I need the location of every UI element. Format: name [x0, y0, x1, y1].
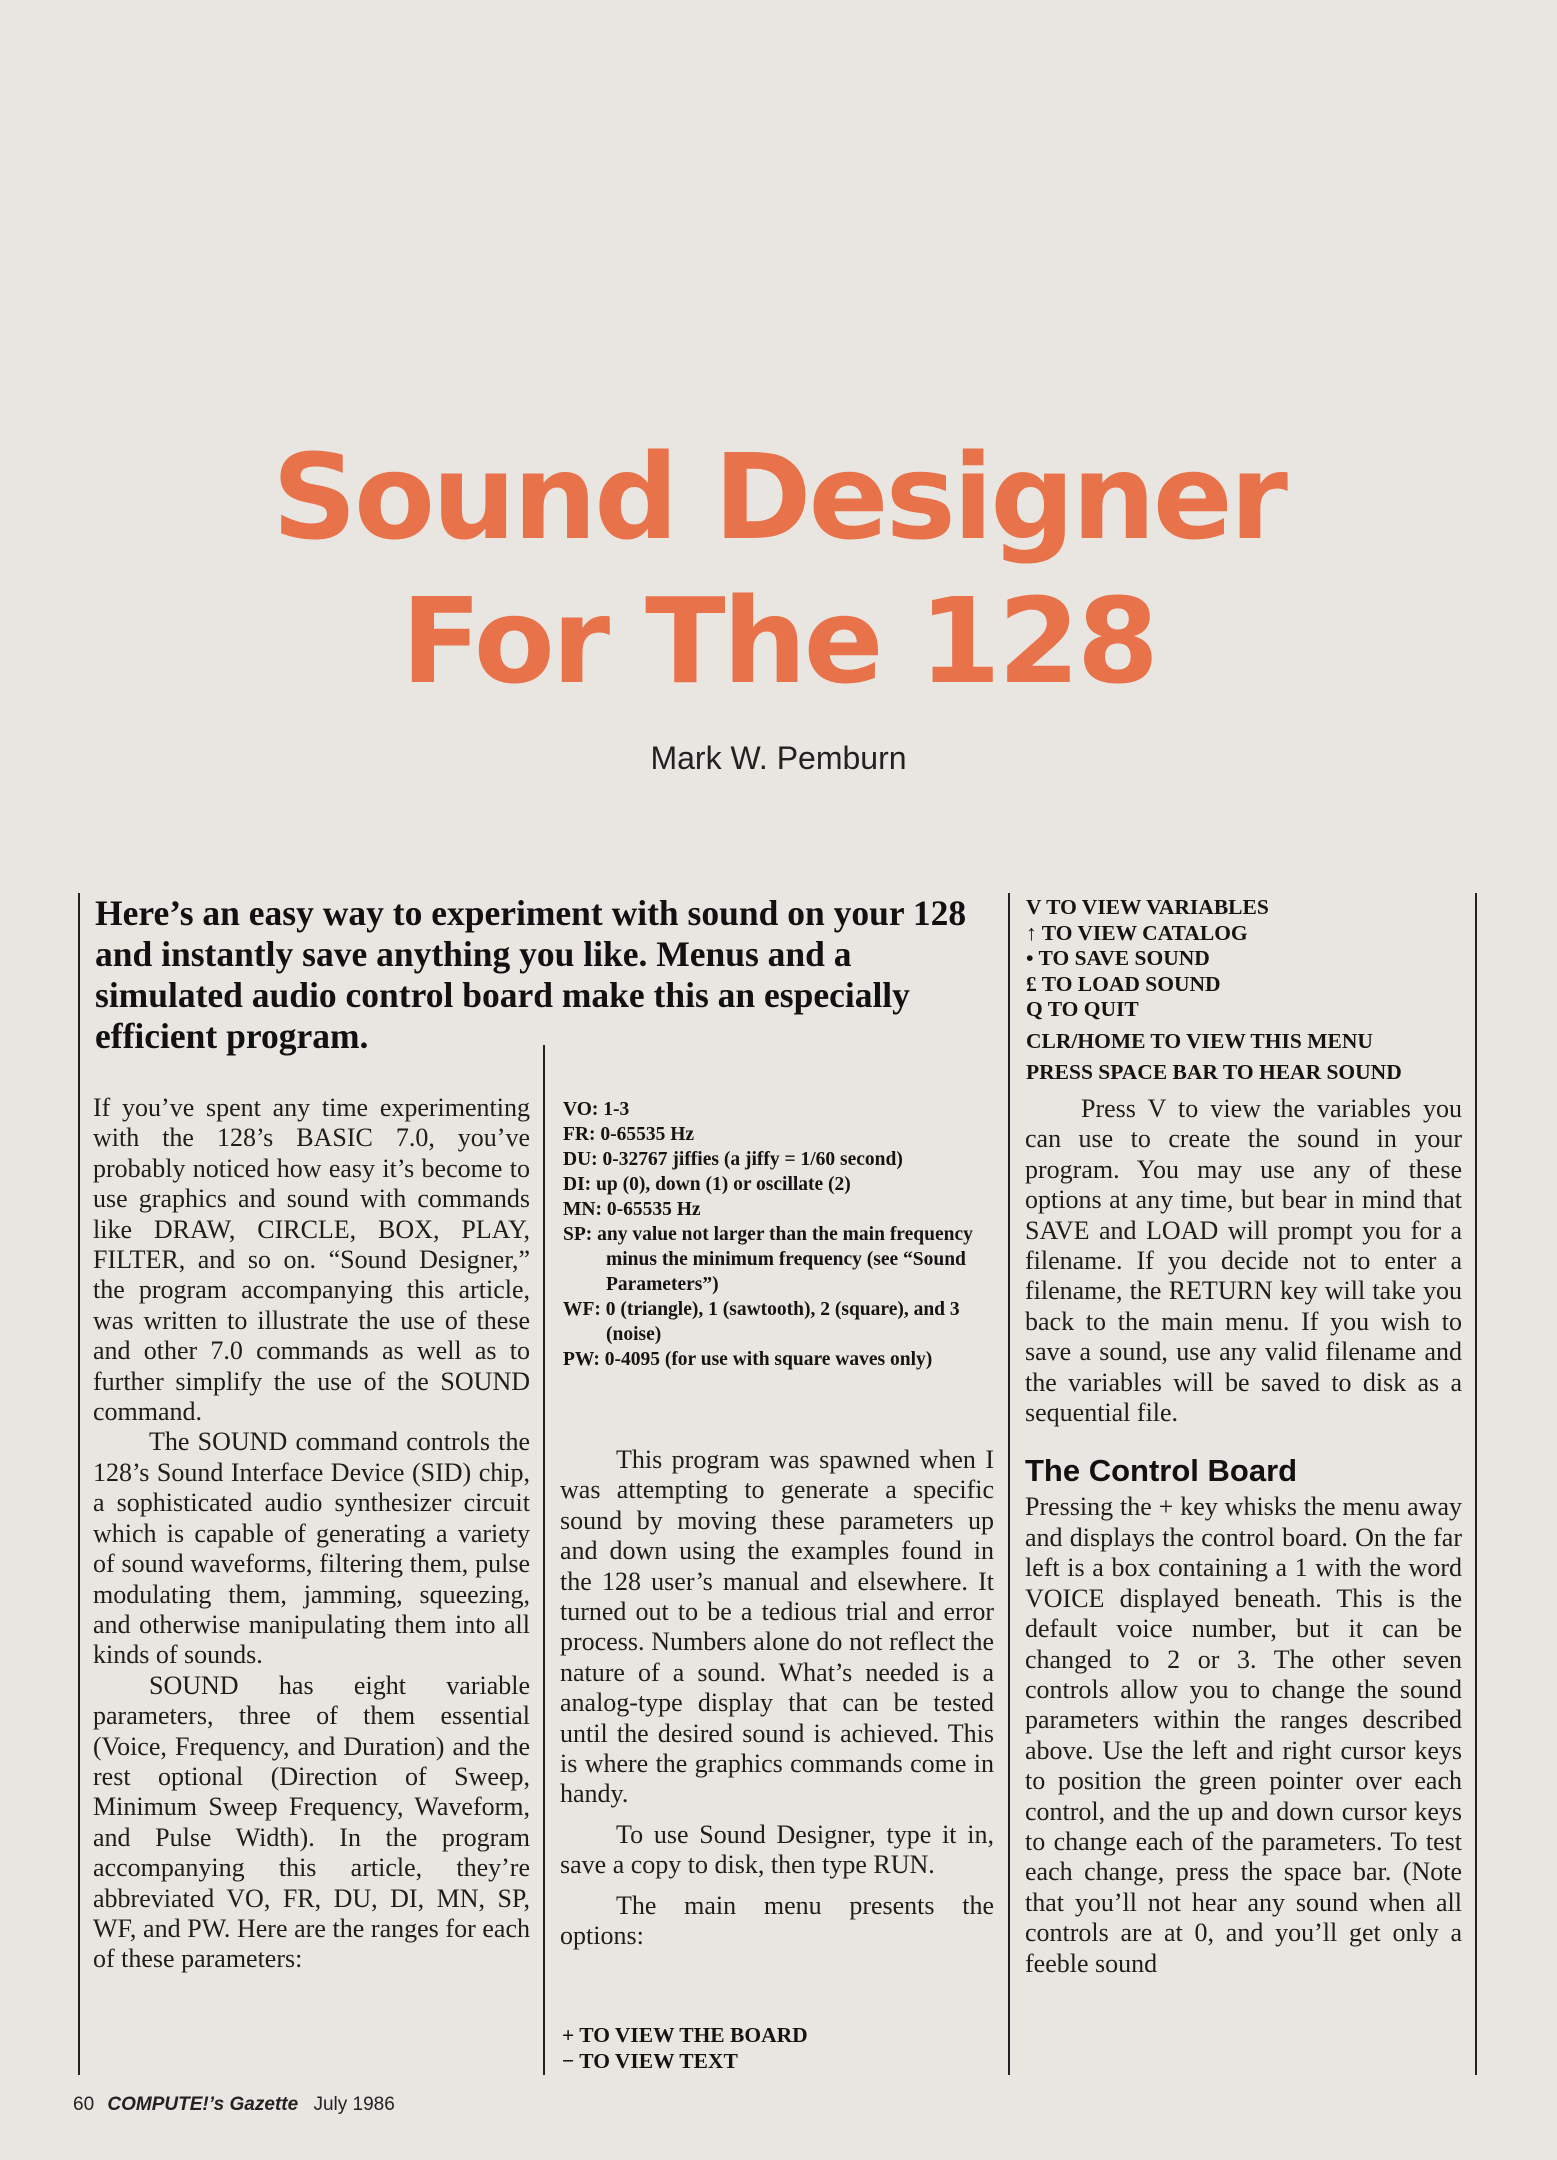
- parameter-list: [563, 1097, 995, 1372]
- page-number: 60: [73, 2094, 95, 2115]
- column-3: [1025, 1094, 1462, 1979]
- parameter-item: PW: 0-4095 (for use with square waves only): [563, 1349, 933, 1370]
- menu-item: − TO VIEW TEXT: [562, 2048, 738, 2073]
- menu-item: + TO VIEW THE BOARD: [562, 2023, 808, 2047]
- title-line-2: For The 128: [400, 572, 1157, 710]
- left-rule: [78, 893, 80, 2075]
- section-heading: The Control Board: [1025, 1453, 1298, 1489]
- right-rule: [1475, 893, 1477, 2075]
- center-rule: [543, 1045, 545, 2075]
- body-paragraph: This program was spawned when I was attempting to generate a specific sound by moving these parameters up and down using the examples found in the 128 user’s manual and elsewhere. It turned out to be a tedious trial and error process. Numbers alone do not reflect the nature of a sound. What’s needed is a analog-type display that can be tested until the desired sound is achieved. This is where the graphics commands come in handy.: [560, 1445, 994, 1809]
- parameter-item: DU: 0-32767 jiffies (a jiffy = 1/60 second): [563, 1149, 903, 1170]
- body-paragraph: Pressing the + key whisks the menu away and displays the control board. On the far left is a box containing a 1 with the word VOICE displayed beneath. This is the default voice number, but it can be changed to 2 or 3. The other seven controls allow you to change the sound parameters within the ranges described above. Use the left and right cursor keys to position the green pointer over each control, and the up and down cursor keys to change each of the parameters. To test each change, press the space bar. (Note that you’ll not hear any sound when all controls are at 0, and you’ll get only a feeble sound: [1025, 1492, 1462, 1978]
- menu-item: • TO SAVE SOUND: [1026, 946, 1210, 970]
- author-byline: Mark W. Pemburn: [650, 740, 907, 776]
- parameter-item: FR: 0-65535 Hz: [563, 1124, 695, 1145]
- column-1: [93, 1093, 530, 1975]
- title-line-1: Sound Designer: [272, 428, 1285, 566]
- parameter-item: WF: 0 (triangle), 1 (sawtooth), 2 (square), and 3 (noise): [563, 1299, 960, 1345]
- body-paragraph: Press V to view the variables you can use to create the sound in your program. You may use any of these options at any time, but bear in mind that SAVE and LOAD will prompt you for a filename. If you decide not to enter a filename, the RETURN key will take you back to the main menu. If you wish to save a sound, use any valid filename and the variables will be saved to disk as a sequential file.: [1025, 1094, 1462, 1428]
- body-paragraph: SOUND has eight variable parameters, three of them essential (Voice, Frequency, and Duration) and the rest optional (Direction of Sweep, Minimum Sweep Frequency, Waveform, and Pulse Width). In the program accompanying this article, they’re abbreviated VO, FR, DU, DI, MN, SP, WF, and PW. Here are the ranges for each of these parameters:: [93, 1670, 530, 1974]
- menu-item: CLR/HOME TO VIEW THIS MENU: [1026, 1028, 1373, 1053]
- body-paragraph: If you’ve spent any time experimenting with the 128’s BASIC 7.0, you’ve probably noticed how easy it’s become to use graphics and sound with commands like DRAW, CIRCLE, BOX, PLAY, FILTER, and so on. “Sound Designer,” the program accompanying this article, was written to illustrate the use of these and other 7.0 commands as well as to further simplify the use of the SOUND command.: [93, 1093, 530, 1427]
- menu-item: ↑ TO VIEW CATALOG: [1026, 920, 1248, 945]
- column-2: [560, 1445, 994, 1952]
- issue-date: July 1986: [313, 2094, 395, 2115]
- body-paragraph: The main menu presents the options:: [560, 1890, 994, 1951]
- parameter-item: DI: up (0), down (1) or oscillate (2): [563, 1174, 851, 1195]
- page-footer: [73, 2094, 395, 2116]
- menu-item: PRESS SPACE BAR TO HEAR SOUND: [1026, 1060, 1402, 1084]
- menu-item: V TO VIEW VARIABLES: [1026, 895, 1269, 919]
- menu-options-continued: [1026, 895, 1402, 1086]
- article-title: [0, 425, 1557, 713]
- menu-item: Q TO QUIT: [1026, 997, 1139, 1021]
- right-center-rule: [1008, 893, 1010, 2075]
- parameter-item: SP: any value not larger than the main frequency minus the minimum frequency (see “Sound Parameters”): [563, 1224, 973, 1295]
- menu-item: £ TO LOAD SOUND: [1026, 971, 1221, 996]
- menu-options-start: [562, 2023, 808, 2074]
- parameter-item: MN: 0-65535 Hz: [563, 1199, 701, 1220]
- intro-deck: Here’s an easy way to experiment with sound on your 128 and instantly save anything you like. Menus and a simulated audio control board make this an especially efficient program.: [95, 893, 967, 1056]
- parameter-item: VO: 1-3: [563, 1099, 630, 1120]
- body-paragraph: To use Sound Designer, type it in, save a copy to disk, then type RUN.: [560, 1819, 994, 1880]
- body-paragraph: The SOUND command controls the 128’s Sound Interface Device (SID) chip, a sophisticated audio synthesizer circuit which is capable of generating a variety of sound waveforms, filtering them, pulse modulating them, jamming, squeezing, and otherwise manipulating them into all kinds of sounds.: [93, 1427, 530, 1670]
- publication-name: COMPUTE!’s Gazette: [107, 2094, 299, 2115]
